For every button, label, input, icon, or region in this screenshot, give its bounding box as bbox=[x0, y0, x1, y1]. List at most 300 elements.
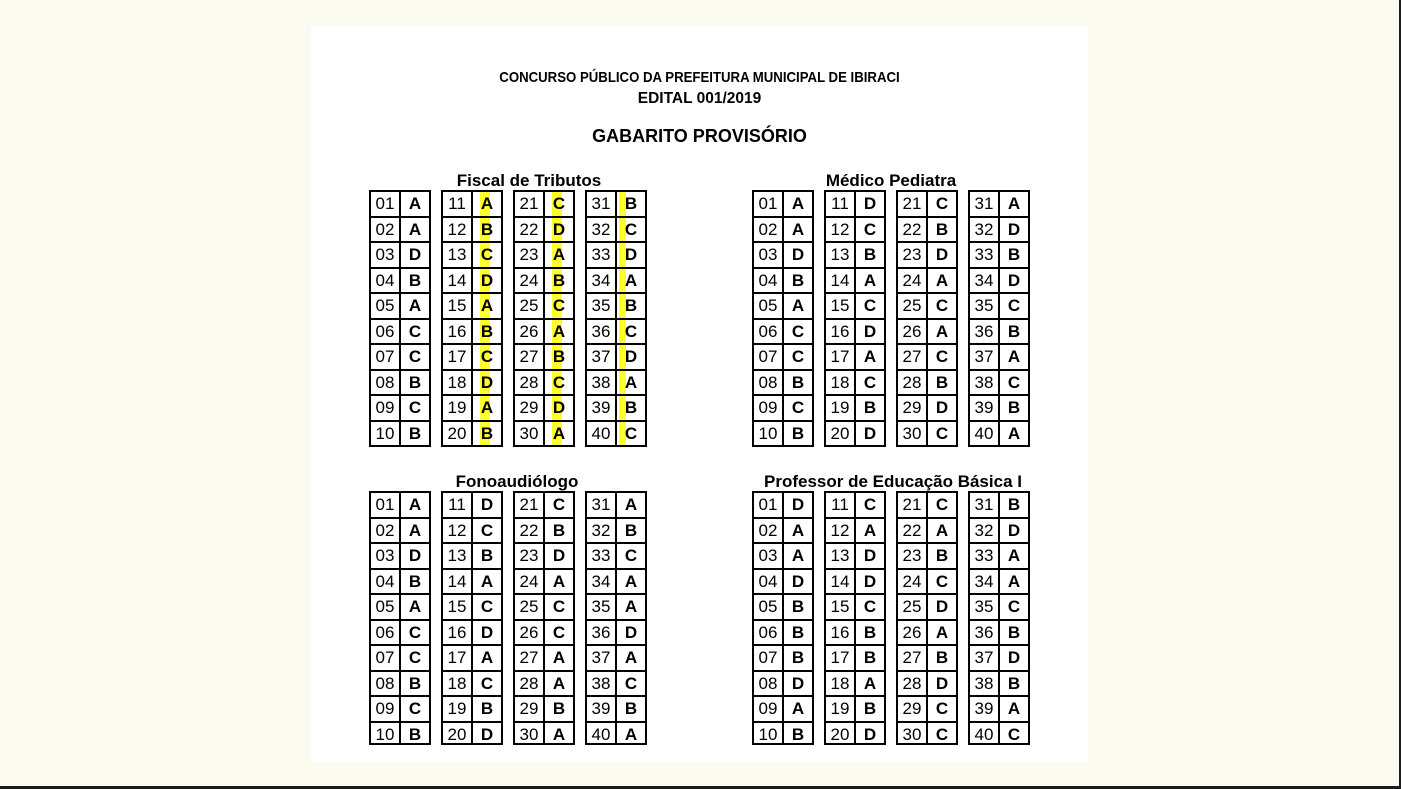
answer-row bbox=[826, 396, 884, 422]
question-number: 02 bbox=[371, 218, 401, 242]
answer-letter: A bbox=[791, 546, 805, 565]
answer-letter: A bbox=[545, 243, 573, 267]
answer-letter: B bbox=[1007, 622, 1021, 642]
question-number: 21 bbox=[515, 192, 545, 216]
answer-row bbox=[826, 192, 884, 218]
answer-letter: A bbox=[617, 371, 645, 395]
answer-row bbox=[443, 371, 501, 397]
answer-letter: B bbox=[624, 699, 638, 718]
answer-row bbox=[754, 269, 812, 295]
answer-column bbox=[752, 190, 814, 447]
question-number: 01 bbox=[371, 493, 401, 517]
answer-row bbox=[587, 544, 645, 570]
answer-letter: D bbox=[863, 571, 877, 591]
answer-row bbox=[443, 544, 501, 570]
answer-row bbox=[443, 192, 501, 218]
question-number: 28 bbox=[898, 672, 928, 696]
answer-row bbox=[371, 218, 429, 244]
question-number: 37 bbox=[970, 345, 1000, 369]
answer-column bbox=[896, 491, 958, 745]
question-number: 12 bbox=[443, 218, 473, 242]
answer-row bbox=[898, 218, 956, 244]
question-number: 18 bbox=[826, 371, 856, 395]
question-number: 35 bbox=[970, 595, 1000, 619]
answer-row bbox=[898, 621, 956, 647]
question-number: 31 bbox=[970, 493, 1000, 517]
question-number: 22 bbox=[898, 519, 928, 543]
answer-row bbox=[587, 243, 645, 269]
answer-row bbox=[754, 345, 812, 371]
question-number: 20 bbox=[443, 723, 473, 743]
answer-letter: C bbox=[617, 320, 645, 344]
answer-row bbox=[443, 570, 501, 596]
answer-letter: C bbox=[552, 622, 566, 642]
answer-row bbox=[754, 723, 812, 745]
answer-row bbox=[898, 519, 956, 545]
answer-letter: C bbox=[935, 699, 949, 718]
answer-letter: B bbox=[863, 648, 877, 667]
answer-row bbox=[587, 595, 645, 621]
answer-row bbox=[587, 396, 645, 422]
answer-letter: C bbox=[408, 321, 422, 341]
question-number: 11 bbox=[826, 192, 856, 216]
answer-letter: D bbox=[408, 546, 422, 565]
answer-letter: C bbox=[935, 423, 949, 443]
question-number: 37 bbox=[970, 646, 1000, 670]
question-number: 25 bbox=[898, 294, 928, 318]
answer-row bbox=[898, 422, 956, 448]
answer-row bbox=[898, 646, 956, 672]
answer-column bbox=[585, 491, 647, 745]
question-number: 25 bbox=[898, 595, 928, 619]
answer-letter: C bbox=[408, 622, 422, 642]
question-number: 25 bbox=[515, 595, 545, 619]
question-number: 17 bbox=[443, 345, 473, 369]
answer-letter: B bbox=[863, 245, 877, 264]
question-number: 11 bbox=[443, 192, 473, 216]
answer-letter: B bbox=[791, 423, 805, 443]
answer-letter: A bbox=[624, 571, 638, 591]
answer-letter: C bbox=[935, 571, 949, 591]
question-number: 10 bbox=[371, 723, 401, 743]
answer-letter: A bbox=[1007, 546, 1021, 565]
answer-letter: A bbox=[552, 673, 566, 693]
answer-letter: C bbox=[408, 347, 422, 366]
question-number: 06 bbox=[754, 320, 784, 344]
answer-row bbox=[443, 493, 501, 519]
answer-column bbox=[752, 491, 814, 745]
question-number: 31 bbox=[587, 192, 617, 216]
answer-letter: C bbox=[935, 296, 949, 315]
question-number: 06 bbox=[371, 621, 401, 645]
answer-letter: A bbox=[1007, 423, 1021, 443]
answer-row bbox=[515, 294, 573, 320]
question-number: 04 bbox=[754, 570, 784, 594]
answer-row bbox=[970, 621, 1028, 647]
question-number: 02 bbox=[371, 519, 401, 543]
question-number: 40 bbox=[970, 723, 1000, 743]
answer-column bbox=[824, 190, 886, 447]
question-number: 03 bbox=[371, 243, 401, 267]
answer-letter: C bbox=[624, 673, 638, 693]
question-number: 11 bbox=[443, 493, 473, 517]
question-number: 26 bbox=[898, 621, 928, 645]
answer-row bbox=[587, 269, 645, 295]
question-number: 26 bbox=[515, 621, 545, 645]
answer-letter: B bbox=[473, 218, 501, 242]
question-number: 31 bbox=[587, 493, 617, 517]
question-number: 08 bbox=[371, 672, 401, 696]
answer-letter: C bbox=[545, 371, 573, 395]
question-number: 17 bbox=[826, 345, 856, 369]
question-number: 16 bbox=[443, 320, 473, 344]
question-number: 23 bbox=[898, 243, 928, 267]
answer-letter: D bbox=[935, 673, 949, 693]
answer-letter: B bbox=[408, 724, 422, 744]
question-number: 21 bbox=[898, 493, 928, 517]
answer-row bbox=[371, 544, 429, 570]
answer-letter: C bbox=[480, 673, 494, 693]
question-number: 18 bbox=[443, 371, 473, 395]
answer-letter: C bbox=[624, 546, 638, 565]
answer-row bbox=[371, 320, 429, 346]
answer-letter: A bbox=[408, 520, 422, 540]
question-number: 16 bbox=[826, 621, 856, 645]
answer-row bbox=[371, 269, 429, 295]
section-title: Fonoaudiólogo bbox=[455, 472, 579, 491]
question-number: 21 bbox=[515, 493, 545, 517]
answer-row bbox=[515, 218, 573, 244]
question-number: 40 bbox=[587, 723, 617, 743]
question-number: 13 bbox=[443, 243, 473, 267]
answer-letter: B bbox=[408, 673, 422, 693]
question-number: 07 bbox=[371, 646, 401, 670]
answer-letter: D bbox=[935, 398, 949, 417]
question-number: 04 bbox=[371, 570, 401, 594]
answer-row bbox=[515, 672, 573, 698]
answer-row bbox=[826, 621, 884, 647]
answer-row bbox=[898, 243, 956, 269]
question-number: 26 bbox=[515, 320, 545, 344]
answer-letter: A bbox=[408, 194, 422, 213]
question-number: 09 bbox=[371, 697, 401, 721]
answer-letter: D bbox=[791, 245, 805, 264]
answer-letter: D bbox=[1007, 520, 1021, 540]
question-number: 03 bbox=[371, 544, 401, 568]
answer-row bbox=[826, 422, 884, 448]
answer-letter: A bbox=[473, 192, 501, 216]
answer-row bbox=[970, 570, 1028, 596]
question-number: 29 bbox=[898, 697, 928, 721]
question-number: 38 bbox=[587, 371, 617, 395]
answer-letter: B bbox=[791, 622, 805, 642]
question-number: 30 bbox=[898, 723, 928, 743]
question-number: 08 bbox=[754, 672, 784, 696]
answer-letter: B bbox=[408, 270, 422, 290]
answer-row bbox=[826, 672, 884, 698]
answer-row bbox=[515, 493, 573, 519]
question-number: 14 bbox=[443, 570, 473, 594]
answer-letter: A bbox=[935, 321, 949, 341]
answer-row bbox=[515, 595, 573, 621]
answer-row bbox=[587, 570, 645, 596]
answer-letter: D bbox=[480, 724, 494, 744]
answer-letter: C bbox=[791, 347, 805, 366]
question-number: 02 bbox=[754, 218, 784, 242]
question-number: 08 bbox=[754, 371, 784, 395]
question-number: 09 bbox=[371, 396, 401, 420]
question-number: 37 bbox=[587, 646, 617, 670]
answer-letter: B bbox=[617, 294, 645, 318]
answer-letter: C bbox=[935, 495, 949, 514]
answer-row bbox=[970, 646, 1028, 672]
edital-number: EDITAL 001/2019 bbox=[637, 90, 762, 107]
answer-letter: D bbox=[624, 622, 638, 642]
question-number: 19 bbox=[443, 396, 473, 420]
answer-letter: A bbox=[791, 219, 805, 239]
question-number: 07 bbox=[754, 646, 784, 670]
answer-letter: D bbox=[473, 371, 501, 395]
answer-letter: C bbox=[545, 192, 573, 216]
question-number: 34 bbox=[587, 570, 617, 594]
answer-row bbox=[898, 294, 956, 320]
question-number: 39 bbox=[970, 396, 1000, 420]
answer-letter: C bbox=[791, 321, 805, 341]
answer-letter: A bbox=[480, 648, 494, 667]
answer-row bbox=[443, 294, 501, 320]
answer-row bbox=[587, 672, 645, 698]
question-number: 03 bbox=[754, 544, 784, 568]
question-number: 15 bbox=[826, 595, 856, 619]
answer-row bbox=[443, 396, 501, 422]
answer-letter: D bbox=[545, 218, 573, 242]
answer-letter: D bbox=[1007, 270, 1021, 290]
answer-column bbox=[369, 491, 431, 745]
answer-row bbox=[587, 371, 645, 397]
answer-letter: A bbox=[545, 320, 573, 344]
question-number: 19 bbox=[826, 697, 856, 721]
answer-letter: B bbox=[791, 372, 805, 392]
question-number: 24 bbox=[515, 269, 545, 293]
question-number: 07 bbox=[754, 345, 784, 369]
question-number: 26 bbox=[898, 320, 928, 344]
answer-row bbox=[443, 243, 501, 269]
answer-letter: C bbox=[863, 219, 877, 239]
answer-row bbox=[826, 544, 884, 570]
question-number: 24 bbox=[898, 570, 928, 594]
answer-row bbox=[826, 294, 884, 320]
question-number: 31 bbox=[970, 192, 1000, 216]
answer-row bbox=[898, 396, 956, 422]
question-number: 01 bbox=[754, 493, 784, 517]
answer-column bbox=[441, 190, 503, 447]
answer-row bbox=[371, 294, 429, 320]
answer-letter: B bbox=[863, 622, 877, 642]
question-number: 36 bbox=[587, 621, 617, 645]
answer-row bbox=[970, 345, 1028, 371]
answer-letter: C bbox=[473, 243, 501, 267]
answer-letter: C bbox=[552, 597, 566, 616]
question-number: 19 bbox=[443, 697, 473, 721]
answer-row bbox=[587, 519, 645, 545]
answer-letter: C bbox=[480, 597, 494, 616]
answer-letter: B bbox=[791, 648, 805, 667]
section-title: Professor de Educação Básica I bbox=[764, 472, 1022, 491]
answer-row bbox=[587, 294, 645, 320]
question-number: 23 bbox=[515, 544, 545, 568]
answer-row bbox=[898, 723, 956, 745]
question-number: 14 bbox=[826, 570, 856, 594]
answer-row bbox=[754, 570, 812, 596]
answer-row bbox=[443, 697, 501, 723]
answer-letter: B bbox=[1007, 398, 1021, 417]
question-number: 10 bbox=[371, 422, 401, 446]
answer-letter: D bbox=[863, 194, 877, 213]
answer-row bbox=[754, 320, 812, 346]
answer-letter: C bbox=[935, 347, 949, 366]
question-number: 28 bbox=[515, 371, 545, 395]
answer-letter: A bbox=[791, 194, 805, 213]
question-number: 05 bbox=[754, 294, 784, 318]
question-number: 36 bbox=[970, 320, 1000, 344]
answer-row bbox=[970, 493, 1028, 519]
answer-row bbox=[371, 672, 429, 698]
answer-row bbox=[970, 320, 1028, 346]
question-number: 05 bbox=[371, 294, 401, 318]
answer-letter: B bbox=[863, 398, 877, 417]
answer-letter: D bbox=[408, 245, 422, 264]
answer-letter: A bbox=[791, 699, 805, 718]
answer-row bbox=[754, 621, 812, 647]
question-number: 25 bbox=[515, 294, 545, 318]
answer-letter: B bbox=[935, 546, 949, 565]
answer-letter: C bbox=[617, 422, 645, 446]
answer-row bbox=[970, 519, 1028, 545]
answer-letter: A bbox=[1007, 347, 1021, 366]
answer-row bbox=[826, 320, 884, 346]
answer-row bbox=[515, 422, 573, 448]
question-number: 02 bbox=[754, 519, 784, 543]
answer-row bbox=[898, 697, 956, 723]
answer-letter: A bbox=[408, 219, 422, 239]
answer-row bbox=[970, 595, 1028, 621]
answer-letter: C bbox=[408, 398, 422, 417]
answer-row bbox=[587, 192, 645, 218]
answer-row bbox=[371, 192, 429, 218]
question-number: 19 bbox=[826, 396, 856, 420]
answer-letter: D bbox=[791, 495, 805, 514]
answer-row bbox=[970, 218, 1028, 244]
answer-letter: C bbox=[935, 194, 949, 213]
question-number: 20 bbox=[826, 422, 856, 446]
question-number: 35 bbox=[587, 595, 617, 619]
answer-row bbox=[970, 294, 1028, 320]
answer-column bbox=[896, 190, 958, 447]
answer-letter: C bbox=[791, 398, 805, 417]
question-number: 06 bbox=[754, 621, 784, 645]
question-number: 16 bbox=[826, 320, 856, 344]
answer-column bbox=[585, 190, 647, 447]
answer-row bbox=[587, 422, 645, 448]
answer-letter: D bbox=[1007, 648, 1021, 667]
question-number: 39 bbox=[587, 396, 617, 420]
answer-column bbox=[441, 491, 503, 745]
answer-row bbox=[826, 493, 884, 519]
answer-row bbox=[371, 697, 429, 723]
question-number: 13 bbox=[443, 544, 473, 568]
answer-row bbox=[515, 371, 573, 397]
answer-row bbox=[754, 243, 812, 269]
answer-row bbox=[754, 646, 812, 672]
answer-letter: C bbox=[1007, 597, 1021, 616]
answer-row bbox=[443, 621, 501, 647]
question-number: 12 bbox=[826, 519, 856, 543]
question-number: 24 bbox=[898, 269, 928, 293]
question-number: 10 bbox=[754, 723, 784, 743]
answer-letter: B bbox=[480, 546, 494, 565]
answer-letter: D bbox=[1007, 219, 1021, 239]
answer-column bbox=[369, 190, 431, 447]
answer-row bbox=[515, 519, 573, 545]
question-number: 22 bbox=[515, 519, 545, 543]
answer-letter: A bbox=[473, 396, 501, 420]
answer-row bbox=[898, 672, 956, 698]
answer-letter: C bbox=[545, 294, 573, 318]
answer-letter: D bbox=[480, 622, 494, 642]
question-number: 35 bbox=[970, 294, 1000, 318]
answer-row bbox=[898, 544, 956, 570]
answer-letter: A bbox=[791, 520, 805, 540]
answer-letter: A bbox=[552, 648, 566, 667]
answer-letter: D bbox=[473, 269, 501, 293]
question-number: 33 bbox=[970, 544, 1000, 568]
answer-letter: A bbox=[552, 724, 566, 744]
question-number: 33 bbox=[970, 243, 1000, 267]
answer-letter: A bbox=[1007, 699, 1021, 718]
answer-row bbox=[371, 570, 429, 596]
answer-row bbox=[826, 269, 884, 295]
answer-row bbox=[587, 646, 645, 672]
question-number: 13 bbox=[826, 243, 856, 267]
question-number: 17 bbox=[443, 646, 473, 670]
answer-letter: B bbox=[473, 320, 501, 344]
answer-letter: A bbox=[863, 520, 877, 540]
answer-letter: C bbox=[1007, 296, 1021, 315]
question-number: 01 bbox=[371, 192, 401, 216]
question-number: 39 bbox=[970, 697, 1000, 721]
answer-row bbox=[826, 243, 884, 269]
answer-column bbox=[824, 491, 886, 745]
answer-letter: D bbox=[863, 423, 877, 443]
answer-letter: B bbox=[545, 345, 573, 369]
answer-row bbox=[826, 697, 884, 723]
answer-letter: C bbox=[863, 597, 877, 616]
question-number: 12 bbox=[826, 218, 856, 242]
answer-letter: A bbox=[1007, 194, 1021, 213]
question-number: 04 bbox=[371, 269, 401, 293]
answer-letter: C bbox=[863, 372, 877, 392]
answer-letter: B bbox=[1007, 673, 1021, 693]
answer-letter: A bbox=[408, 597, 422, 616]
question-number: 11 bbox=[826, 493, 856, 517]
question-number: 18 bbox=[826, 672, 856, 696]
answer-row bbox=[898, 320, 956, 346]
answer-row bbox=[754, 396, 812, 422]
answer-letter: A bbox=[624, 495, 638, 514]
answer-row bbox=[515, 192, 573, 218]
answer-row bbox=[371, 422, 429, 448]
answer-row bbox=[587, 218, 645, 244]
